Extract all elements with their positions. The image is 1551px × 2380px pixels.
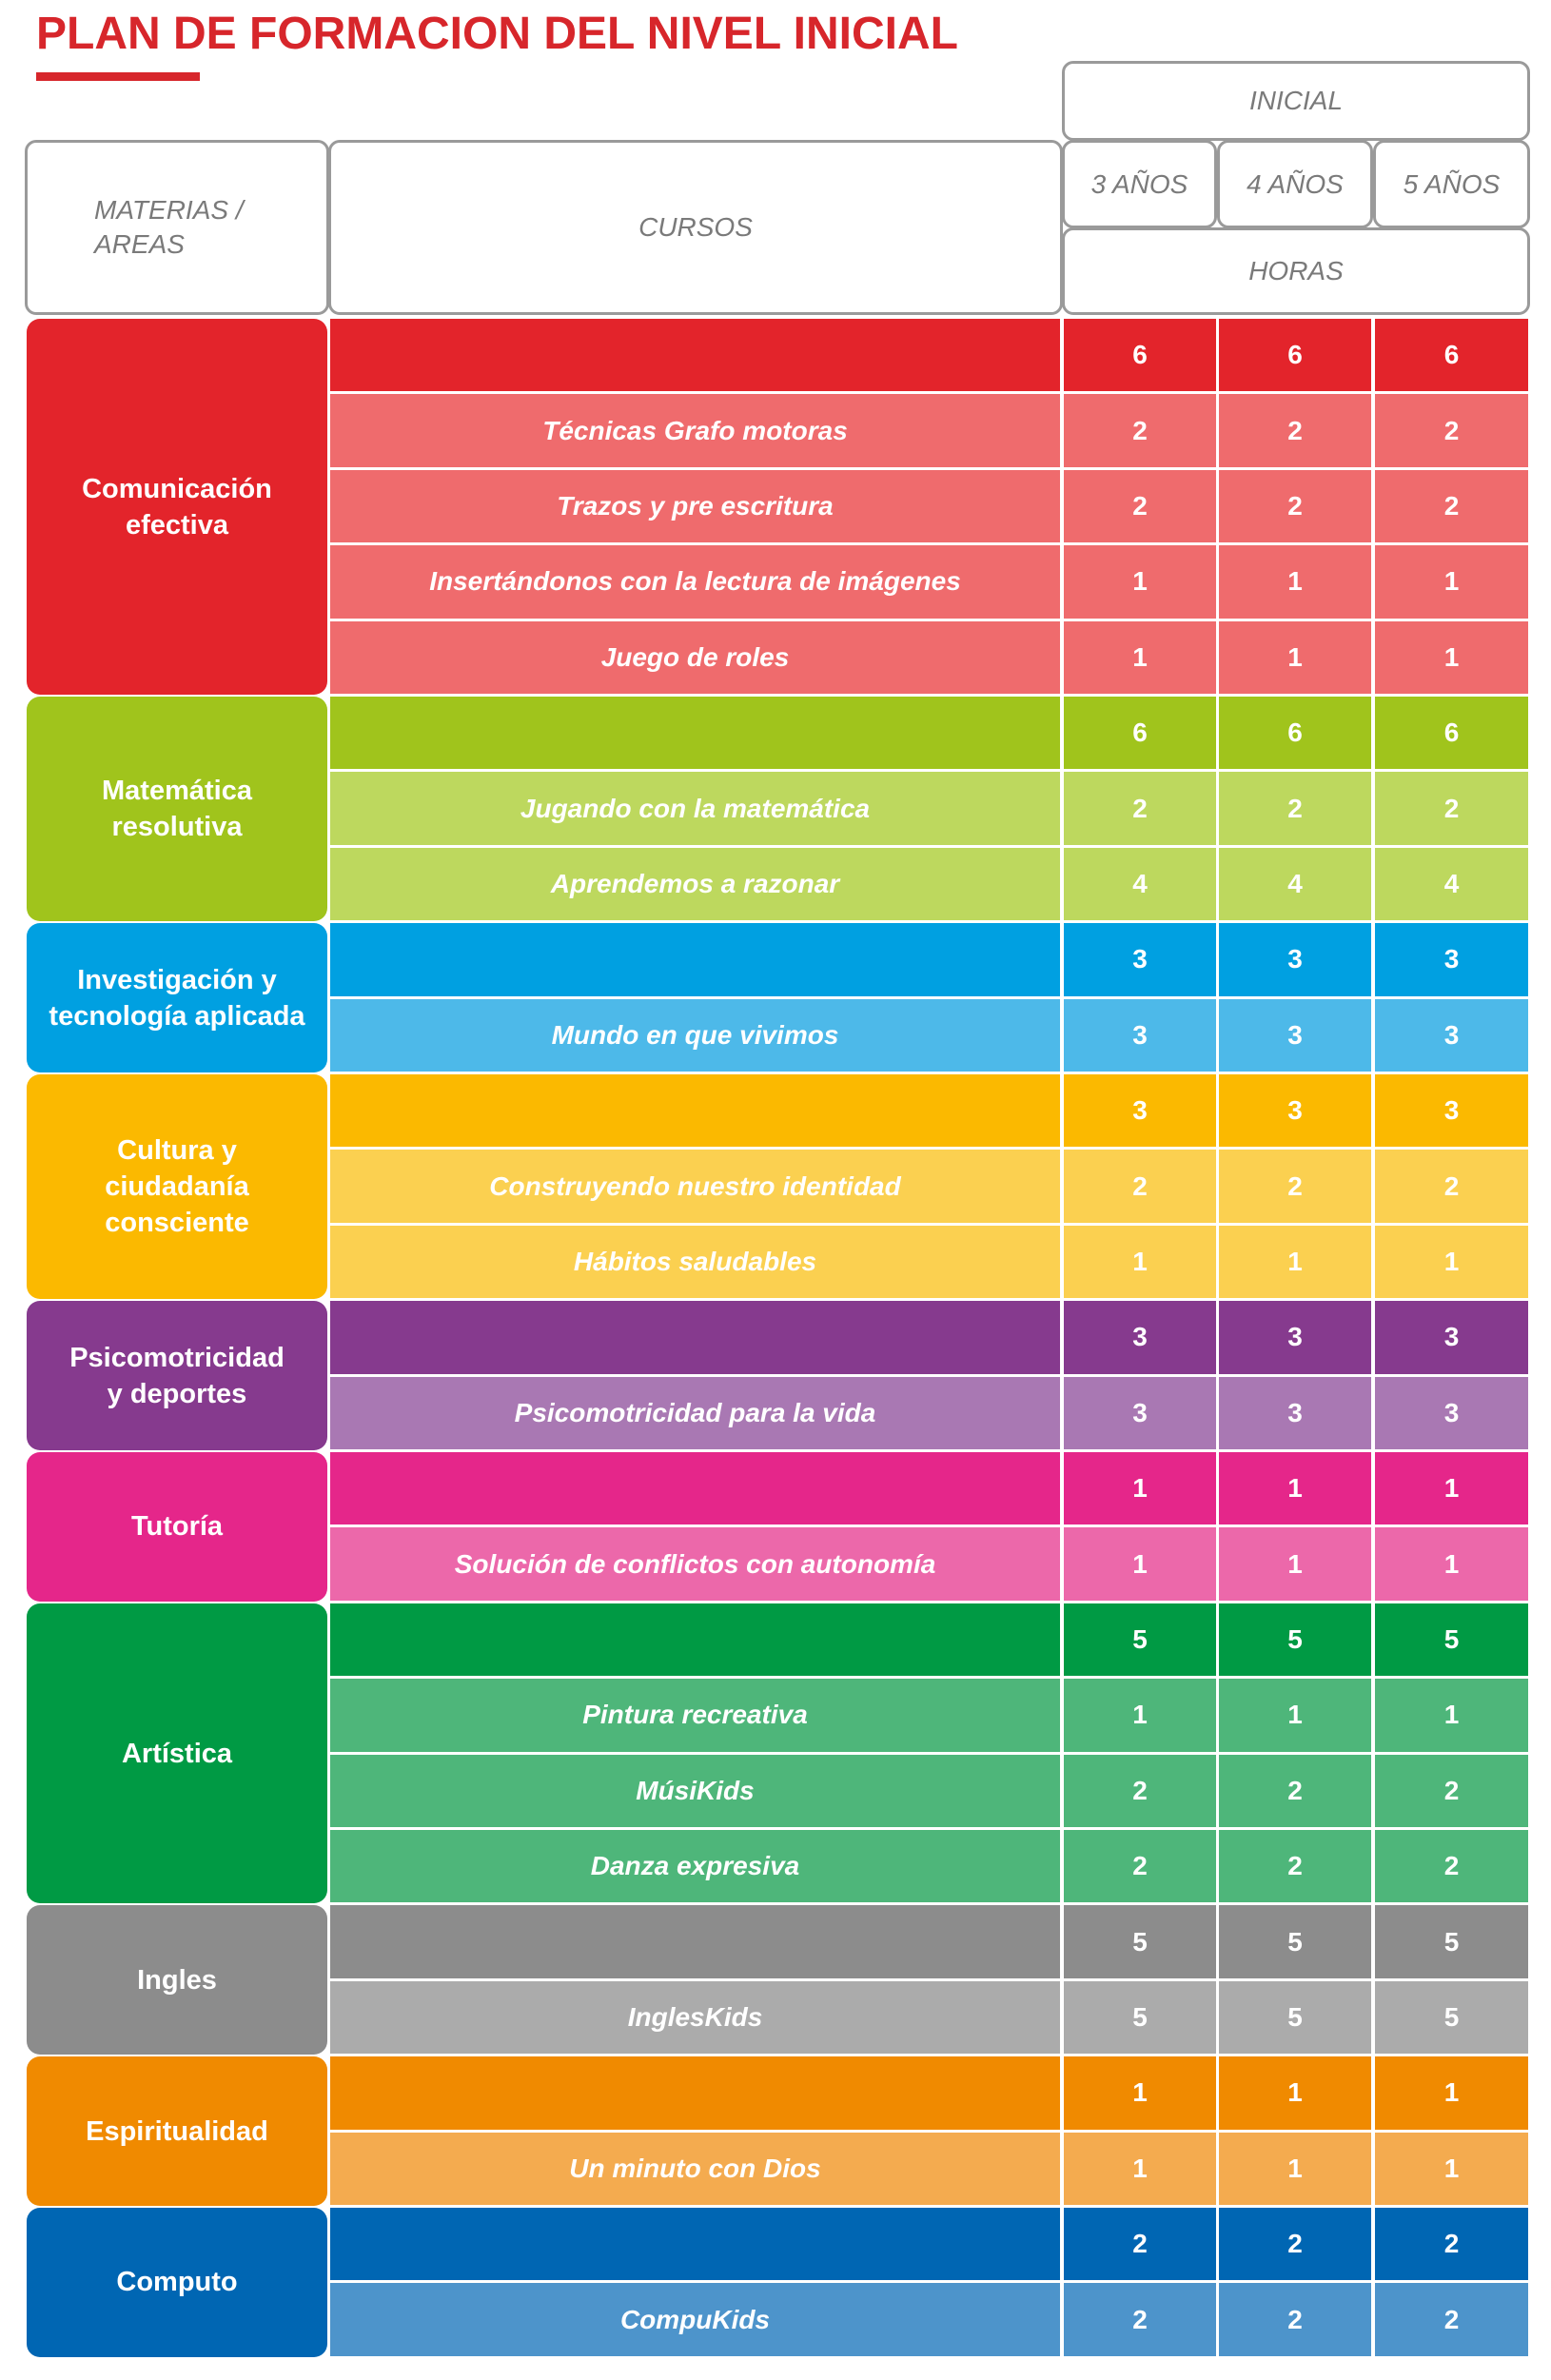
total-hours-cell: 5 <box>1064 1905 1216 1977</box>
total-hours-cell: 2 <box>1064 2208 1216 2280</box>
course-name: Un minuto con Dios <box>330 2133 1060 2205</box>
course-name: Aprendemos a razonar <box>330 848 1060 920</box>
total-hours-cell: 1 <box>1375 2056 1528 2129</box>
course-hours-cell: 1 <box>1219 545 1371 618</box>
total-hours-cell: 1 <box>1064 2056 1216 2129</box>
area-label: Tutoría <box>27 1452 327 1602</box>
course-hours-cell: 1 <box>1064 621 1216 694</box>
course-hours-cell: 4 <box>1219 848 1371 920</box>
course-hours-cell: 5 <box>1219 1981 1371 2054</box>
course-name: Juego de roles <box>330 621 1060 694</box>
total-hours-cell: 2 <box>1375 2208 1528 2280</box>
course-hours-cell: 1 <box>1064 2133 1216 2205</box>
total-hours-cell: 5 <box>1375 1603 1528 1676</box>
course-name: Hábitos saludables <box>330 1226 1060 1298</box>
total-hours-cell: 3 <box>1375 923 1528 995</box>
course-hours-cell: 1 <box>1375 2133 1528 2205</box>
course-hours-cell: 2 <box>1375 772 1528 844</box>
course-name: InglesKids <box>330 1981 1060 2054</box>
course-name: MúsiKids <box>330 1755 1060 1827</box>
total-hours-cell: 6 <box>1375 697 1528 769</box>
course-hours-cell: 2 <box>1219 1755 1371 1827</box>
total-hours-cell: 6 <box>1219 697 1371 769</box>
course-hours-cell: 1 <box>1219 2133 1371 2205</box>
area-label: Computo <box>27 2208 327 2357</box>
course-hours-cell: 3 <box>1375 999 1528 1072</box>
course-name: Trazos y pre escritura <box>330 470 1060 542</box>
course-hours-cell: 2 <box>1375 470 1528 542</box>
total-hours-cell: 6 <box>1064 697 1216 769</box>
group-header-row <box>330 2056 1060 2129</box>
course-hours-cell: 1 <box>1375 1527 1528 1600</box>
course-hours-cell: 2 <box>1219 470 1371 542</box>
course-hours-cell: 2 <box>1064 772 1216 844</box>
header-materias-areas: MATERIAS / AREAS <box>25 140 329 315</box>
total-hours-cell: 5 <box>1375 1905 1528 1977</box>
total-hours-cell: 2 <box>1219 2208 1371 2280</box>
course-hours-cell: 1 <box>1064 1679 1216 1751</box>
page-title: PLAN DE FORMACION DEL NIVEL INICIAL <box>36 9 958 59</box>
group-header-row <box>330 1301 1060 1373</box>
course-hours-cell: 2 <box>1064 394 1216 466</box>
course-hours-cell: 4 <box>1375 848 1528 920</box>
group-header-row <box>330 923 1060 995</box>
header-year-5: 5 AÑOS <box>1373 140 1530 228</box>
area-label: Ingles <box>27 1905 327 2055</box>
group-header-row <box>330 697 1060 769</box>
course-hours-cell: 2 <box>1219 2283 1371 2355</box>
course-hours-cell: 2 <box>1064 2283 1216 2355</box>
header-year-4: 4 AÑOS <box>1217 140 1373 228</box>
course-hours-cell: 2 <box>1064 1830 1216 1902</box>
group-header-row <box>330 2208 1060 2280</box>
total-hours-cell: 3 <box>1064 1301 1216 1373</box>
course-hours-cell: 1 <box>1219 621 1371 694</box>
total-hours-cell: 1 <box>1219 1452 1371 1524</box>
group-header-row <box>330 1905 1060 1977</box>
course-name: Solución de conflictos con autonomía <box>330 1527 1060 1600</box>
course-name: Psicomotricidad para la vida <box>330 1377 1060 1449</box>
group-header-row <box>330 1074 1060 1147</box>
group-header-row <box>330 1452 1060 1524</box>
course-hours-cell: 2 <box>1064 1755 1216 1827</box>
course-hours-cell: 1 <box>1375 621 1528 694</box>
course-hours-cell: 1 <box>1375 1679 1528 1751</box>
course-name: Danza expresiva <box>330 1830 1060 1902</box>
total-hours-cell: 3 <box>1219 1074 1371 1147</box>
course-hours-cell: 2 <box>1375 1755 1528 1827</box>
course-hours-cell: 1 <box>1064 545 1216 618</box>
course-hours-cell: 1 <box>1064 1226 1216 1298</box>
total-hours-cell: 3 <box>1375 1301 1528 1373</box>
course-hours-cell: 2 <box>1375 1830 1528 1902</box>
header-year-3: 3 AÑOS <box>1062 140 1217 228</box>
total-hours-cell: 5 <box>1219 1905 1371 1977</box>
header-horas: HORAS <box>1062 227 1530 315</box>
area-label: Espiritualidad <box>27 2056 327 2206</box>
course-name: Pintura recreativa <box>330 1679 1060 1751</box>
course-hours-cell: 1 <box>1219 1527 1371 1600</box>
course-hours-cell: 2 <box>1219 772 1371 844</box>
course-hours-cell: 1 <box>1064 1527 1216 1600</box>
course-hours-cell: 2 <box>1219 394 1371 466</box>
area-label: Investigación y tecnología aplicada <box>27 923 327 1072</box>
area-label: Artística <box>27 1603 327 1904</box>
total-hours-cell: 3 <box>1219 923 1371 995</box>
total-hours-cell: 3 <box>1064 923 1216 995</box>
area-label: Cultura y ciudadanía consciente <box>27 1074 327 1299</box>
course-name: Mundo en que vivimos <box>330 999 1060 1072</box>
course-hours-cell: 3 <box>1219 999 1371 1072</box>
total-hours-cell: 1 <box>1064 1452 1216 1524</box>
course-hours-cell: 2 <box>1064 470 1216 542</box>
course-name: CompuKids <box>330 2283 1060 2355</box>
course-name: Insertándonos con la lectura de imágenes <box>330 545 1060 618</box>
total-hours-cell: 3 <box>1375 1074 1528 1147</box>
course-hours-cell: 5 <box>1064 1981 1216 2054</box>
area-label: Matemática resolutiva <box>27 697 327 921</box>
header-cursos: CURSOS <box>328 140 1063 315</box>
total-hours-cell: 5 <box>1064 1603 1216 1676</box>
course-hours-cell: 2 <box>1375 394 1528 466</box>
course-hours-cell: 1 <box>1375 1226 1528 1298</box>
course-name: Técnicas Grafo motoras <box>330 394 1060 466</box>
course-name: Construyendo nuestro identidad <box>330 1150 1060 1222</box>
course-hours-cell: 2 <box>1219 1830 1371 1902</box>
course-hours-cell: 3 <box>1064 1377 1216 1449</box>
course-hours-cell: 3 <box>1064 999 1216 1072</box>
total-hours-cell: 1 <box>1375 1452 1528 1524</box>
group-header-row <box>330 319 1060 391</box>
course-hours-cell: 1 <box>1219 1226 1371 1298</box>
total-hours-cell: 5 <box>1219 1603 1371 1676</box>
course-hours-cell: 1 <box>1219 1679 1371 1751</box>
total-hours-cell: 6 <box>1375 319 1528 391</box>
total-hours-cell: 1 <box>1219 2056 1371 2129</box>
course-hours-cell: 2 <box>1064 1150 1216 1222</box>
course-hours-cell: 3 <box>1375 1377 1528 1449</box>
group-header-row <box>330 1603 1060 1676</box>
total-hours-cell: 6 <box>1219 319 1371 391</box>
course-name: Jugando con la matemática <box>330 772 1060 844</box>
area-label: Psicomotricidad y deportes <box>27 1301 327 1450</box>
total-hours-cell: 3 <box>1064 1074 1216 1147</box>
header-inicial: INICIAL <box>1062 61 1530 141</box>
total-hours-cell: 6 <box>1064 319 1216 391</box>
course-hours-cell: 4 <box>1064 848 1216 920</box>
course-hours-cell: 2 <box>1375 2283 1528 2355</box>
course-hours-cell: 3 <box>1219 1377 1371 1449</box>
course-hours-cell: 1 <box>1375 545 1528 618</box>
total-hours-cell: 3 <box>1219 1301 1371 1373</box>
course-hours-cell: 5 <box>1375 1981 1528 2054</box>
area-label: Comunicación efectiva <box>27 319 327 695</box>
course-hours-cell: 2 <box>1219 1150 1371 1222</box>
course-hours-cell: 2 <box>1375 1150 1528 1222</box>
